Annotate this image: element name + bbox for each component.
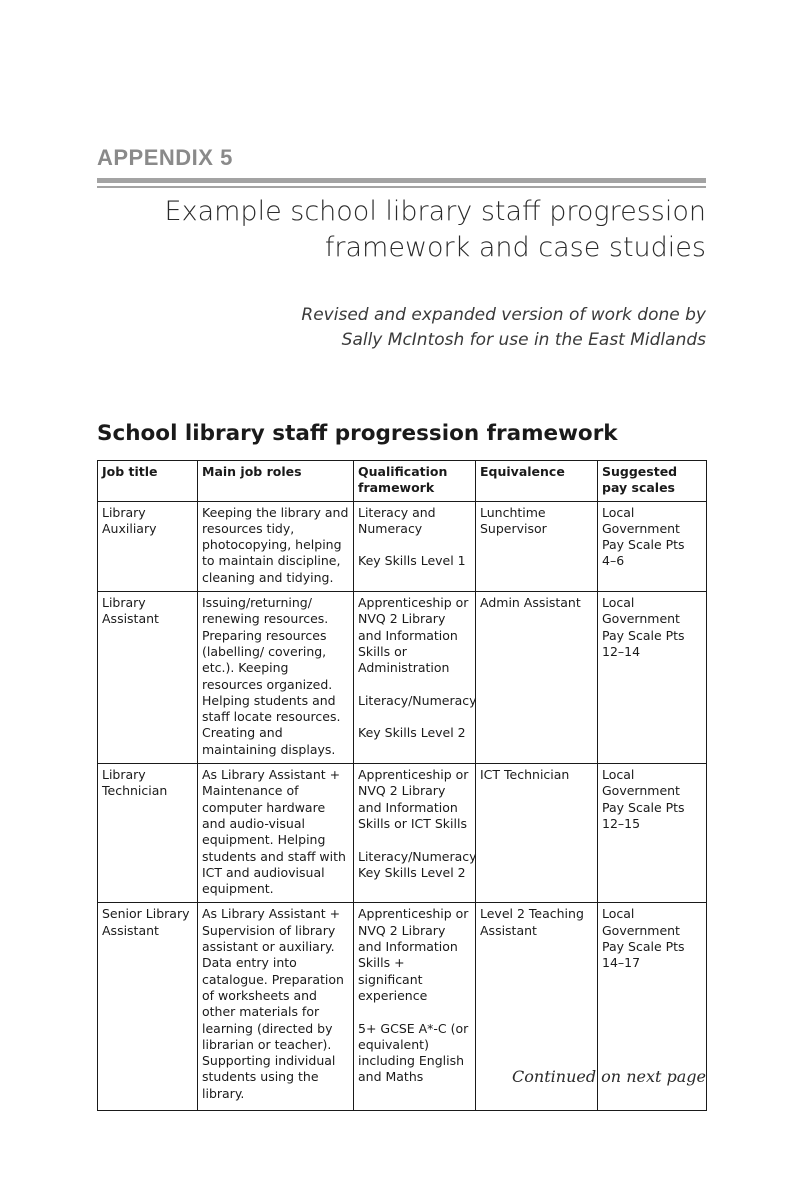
table-row <box>98 592 707 764</box>
qualification-line: Literacy and Numeracy <box>358 504 436 536</box>
header-main-job-roles: Main job roles <box>198 461 354 502</box>
cell-equivalence: Admin Assistant <box>476 592 598 764</box>
chapter-title <box>146 194 706 266</box>
cell-pay-scale: Local Government Pay Scale Pts 14–17 <box>598 903 707 1111</box>
subtitle-line: Revised and expanded version of work done by <box>301 305 706 325</box>
table-row <box>98 764 707 903</box>
progression-framework-table <box>97 460 707 1111</box>
cell-qualification <box>354 903 476 1111</box>
qualification-line: Literacy/Numeracy <box>358 692 477 708</box>
subtitle-line: Sally McIntosh for use in the East Midlands <box>341 330 706 350</box>
cell-equivalence: Lunchtime Supervisor <box>476 501 598 591</box>
cell-job-title: Library Technician <box>98 764 198 903</box>
table-header-row <box>98 461 707 502</box>
chapter-title-line: framework and case studies <box>324 232 706 263</box>
qualification-line: Key Skills Level 1 <box>358 553 466 569</box>
header-suggested-pay-scales: Suggested pay scales <box>598 461 707 502</box>
cell-qualification <box>354 764 476 903</box>
cell-equivalence: ICT Technician <box>476 764 598 903</box>
qualification-line: Literacy/Numeracy Key Skills Level 2 <box>358 848 477 880</box>
section-heading: School library staff progression framework <box>97 421 618 446</box>
header-equivalence: Equivalence <box>476 461 598 502</box>
cell-job-title: Senior Library Assistant <box>98 903 198 1111</box>
chapter-title-line: Example school library staff progression <box>164 196 706 227</box>
cell-main-job-roles: Keeping the library and resources tidy, photocopying, helping to maintain discipline, cleaning and tidying. <box>198 501 354 591</box>
qualification-line: 5+ GCSE A*-C (or equivalent) including English and Maths <box>358 1020 469 1085</box>
table-row <box>98 501 707 591</box>
title-rule-thick <box>97 178 706 183</box>
cell-job-title: Library Auxiliary <box>98 501 198 591</box>
cell-qualification <box>354 501 476 591</box>
qualification-line: Key Skills Level 2 <box>358 725 466 741</box>
chapter-subtitle <box>146 303 706 353</box>
appendix-label: APPENDIX 5 <box>97 145 233 170</box>
qualification-line: Apprenticeship or NVQ 2 Library and Information Skills or Administration <box>358 595 469 676</box>
qualification-line: Apprenticeship or NVQ 2 Library and Information Skills + significant experience <box>358 906 469 1003</box>
header-job-title: Job title <box>98 461 198 502</box>
continued-note: Continued on next page <box>512 1067 706 1086</box>
cell-main-job-roles: Issuing/returning/ renewing resources. Preparing resources (labelling/ covering, etc.). Keeping resources organized. Helping students and staff locate resources. Creating and maintaining displays. <box>198 592 354 764</box>
cell-job-title: Library Assistant <box>98 592 198 764</box>
cell-qualification <box>354 592 476 764</box>
cell-pay-scale: Local Government Pay Scale Pts 4–6 <box>598 501 707 591</box>
title-rule-thin <box>97 186 706 188</box>
header-qualification-framework: Qualification framework <box>354 461 476 502</box>
cell-main-job-roles: As Library Assistant + Supervision of library assistant or auxiliary. Data entry into catalogue. Preparation of worksheets and other materials for learning (directed by librarian or teacher). Supporting individual students using the library. <box>198 903 354 1111</box>
cell-main-job-roles: As Library Assistant + Maintenance of computer hardware and audio-visual equipment. Helping students and staff with ICT and audiovisual equipment. <box>198 764 354 903</box>
cell-pay-scale: Local Government Pay Scale Pts 12–15 <box>598 764 707 903</box>
qualification-line: Apprenticeship or NVQ 2 Library and Information Skills or ICT Skills <box>358 767 469 831</box>
cell-equivalence: Level 2 Teaching Assistant <box>476 903 598 1111</box>
cell-pay-scale: Local Government Pay Scale Pts 12–14 <box>598 592 707 764</box>
